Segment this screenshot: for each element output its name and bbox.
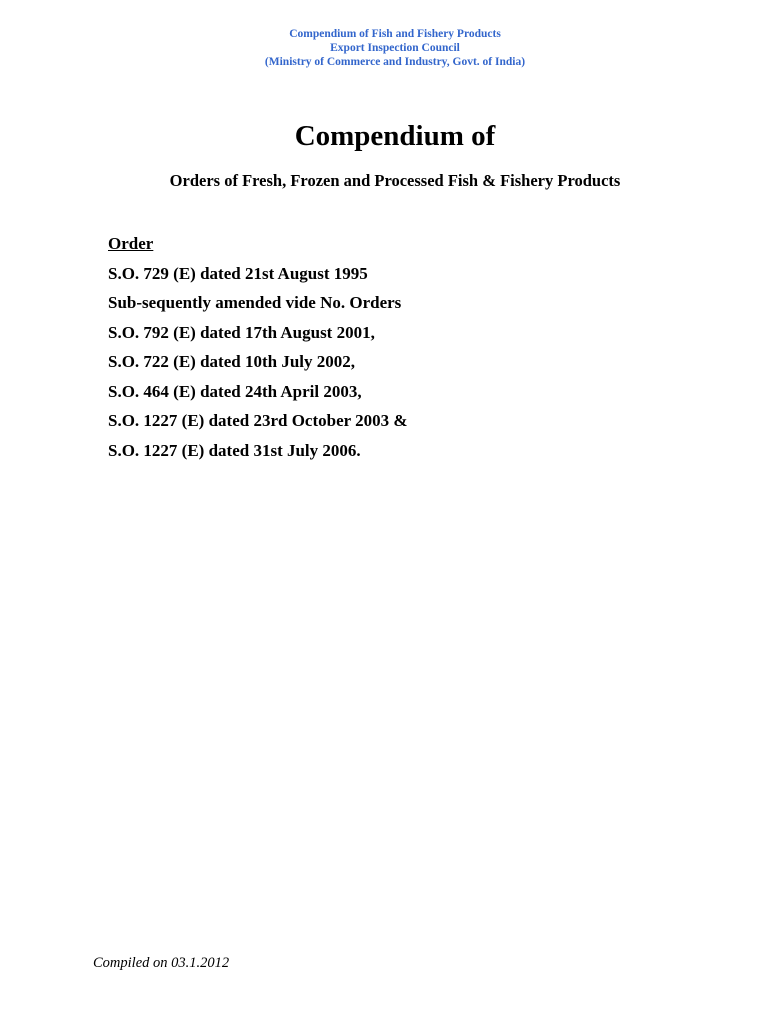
order-line: S.O. 464 (E) dated 24th April 2003, [108,381,362,401]
header-line-council: Export Inspection Council [330,42,460,54]
document-title: Compendium of [294,120,496,152]
order-line: Sub-sequently amended vide No. Orders [108,293,402,312]
header-line-ministry: (Ministry of Commerce and Industry, Govt. of India) [264,56,526,68]
order-heading: Order [108,234,154,253]
compiled-date-footer: Compiled on 03.1.2012 [93,955,230,971]
order-line: S.O. 729 (E) dated 21st August 1995 [108,263,368,283]
order-list [108,229,408,465]
order-line: S.O. 1227 (E) dated 23rd October 2003 & [108,411,408,430]
order-line: S.O. 1227 (E) dated 31st July 2006. [108,440,361,460]
order-line: S.O. 722 (E) dated 10th July 2002, [108,352,355,371]
document-subtitle: Orders of Fresh, Frozen and Processed Fish & Fishery Products [169,171,621,190]
header-line-publication: Compendium of Fish and Fishery Products [289,28,501,40]
order-line: S.O. 792 (E) dated 17th August 2001, [108,322,375,342]
page-header [0,27,768,69]
